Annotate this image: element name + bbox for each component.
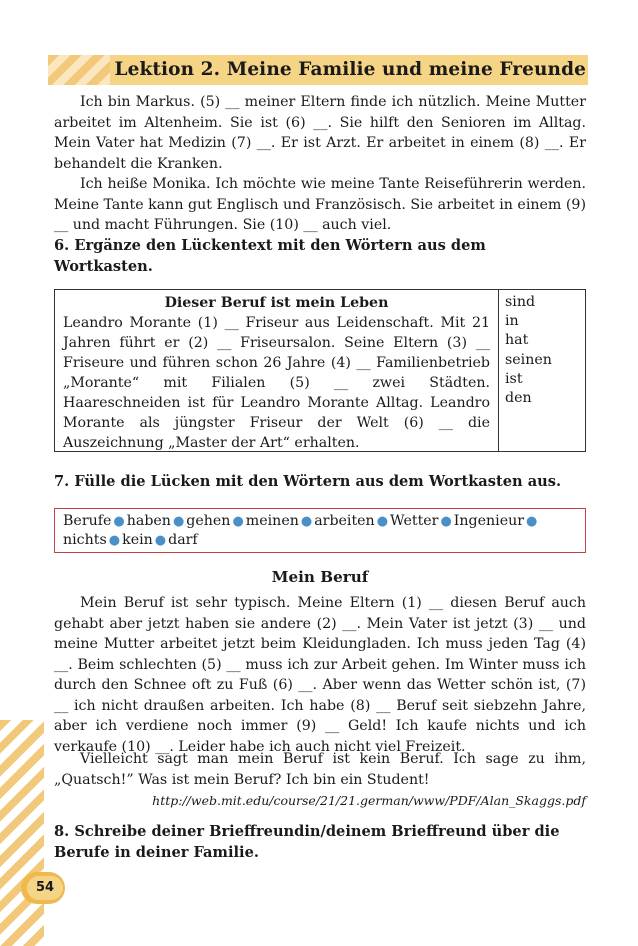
box1-text-area [55, 290, 499, 451]
lesson-title: Lektion 2. Meine Familie und meine Freunde [114, 59, 586, 80]
paragraph-monika: Ich heiße Monika. Ich möchte wie meine Tante Reiseführerin werden. Meine Tante kann gut Englisch und Französisch. Sie arbeitet in einem (9) __ und macht Führungen. Sie (10) __ auch viel. [54, 176, 586, 233]
bullet-icon: ● [172, 514, 185, 529]
box1-word-list [505, 293, 552, 408]
bullet-icon: ● [108, 533, 121, 548]
word-item: Ingenieur [453, 513, 525, 529]
word-item: seinen [505, 351, 552, 368]
word-item: nichts [63, 532, 107, 548]
word-item: haben [126, 513, 171, 529]
source-url: http://web.mit.edu/course/21/21.german/www/PDF/Alan_Skaggs.pdf [152, 793, 586, 808]
word-item: den [505, 390, 532, 407]
story-paragraph-2: Vielleicht sagt man mein Beruf ist kein Beruf. Ich sage zu ihm, „Quatsch!” Was ist mein Beruf? Ich bin ein Student! [54, 751, 586, 788]
bullet-icon: ● [376, 514, 389, 529]
bullet-icon: ● [300, 514, 313, 529]
task-8-heading: 8. Schreibe deiner Brieffreundin/deinem Brieffreund über die Berufe in deiner Familie. [54, 823, 560, 861]
word-item: Wetter [390, 513, 439, 529]
paragraph-markus: Ich bin Markus. (5) __ meiner Eltern finde ich nützlich. Meine Mutter arbeitet im Altenheim. Sie ist (6) __. Sie hilft den Senioren im Alltag. Mein Vater hat Medizin (7) __. Er ist Arzt. Er arbeitet in einem (8) __. Er behandelt die Kranken. [54, 94, 586, 172]
bullet-icon: ● [154, 533, 167, 548]
word-box-2 [54, 508, 586, 553]
word-item: hat [505, 332, 529, 349]
task-6-heading: 6. Ergänze den Lückentext mit den Wörtern aus dem Wortkasten. [54, 237, 486, 275]
word-item: arbeiten [314, 513, 375, 529]
bullet-icon: ● [526, 514, 538, 529]
decorative-stripe [0, 720, 44, 946]
story-title: Mein Beruf [271, 568, 369, 586]
bullet-icon: ● [440, 514, 452, 529]
word-item: darf [168, 532, 198, 548]
word-item: sind [505, 294, 536, 310]
word-item: ist [505, 370, 523, 387]
word-item: in [505, 313, 519, 330]
word-item: meinen [245, 513, 299, 529]
task-7-heading: 7. Fülle die Lücken mit den Wörtern aus dem Wortkasten aus. [54, 473, 562, 490]
story-paragraph-1: Mein Beruf ist sehr typisch. Meine Eltern (1) __ diesen Beruf auch gehabt aber jetzt haben sie andere (2) __. Mein Vater ist jetzt (3) __ und meine Mutter arbeitet jetzt beim Kleidungladen. Ich muss jeden Tag (4) __. Beim schlechten (5) __ muss ich zur Arbeit gehen. Im Winter muss ich durch den Schnee oft zu Fuß (6) __. Aber wenn das Wetter schön ist, (7) __ ich nicht draußen arbeiten. Ich habe (8) __ Beruf seit siebzehn Jahre, aber ich verdiene noch immer (9) __ Geld! Ich kaufe nichts und ich verkaufe (10) __. Leider habe ich auch nicht viel Freizeit. [54, 595, 586, 755]
box1-text: Leandro Morante (1) __ Friseur aus Leidenschaft. Mit 21 Jahren führt er (2) __ Friseursalon. Seine Eltern (3) __ Friseure und führen schon 26 Jahre (4) __ Familienbetrieb „Morante“ mit Filialen (5) __ zwei Städten. Haareschneiden ist für Leandro Morante Alltag. Leandro Morante als jüngster Friseur der Welt (6) __ die Auszeichnung „Master der Art“ erhalten. [63, 315, 490, 451]
word-item: kein [122, 532, 153, 548]
word-item: gehen [186, 513, 231, 529]
word-box-1 [54, 289, 586, 452]
bullet-icon: ● [232, 514, 244, 529]
page-number: 54 [27, 876, 63, 900]
bullet-icon: ● [113, 514, 125, 529]
word-item: Berufe [63, 513, 112, 529]
box1-title: Dieser Beruf ist mein Leben [164, 295, 389, 311]
